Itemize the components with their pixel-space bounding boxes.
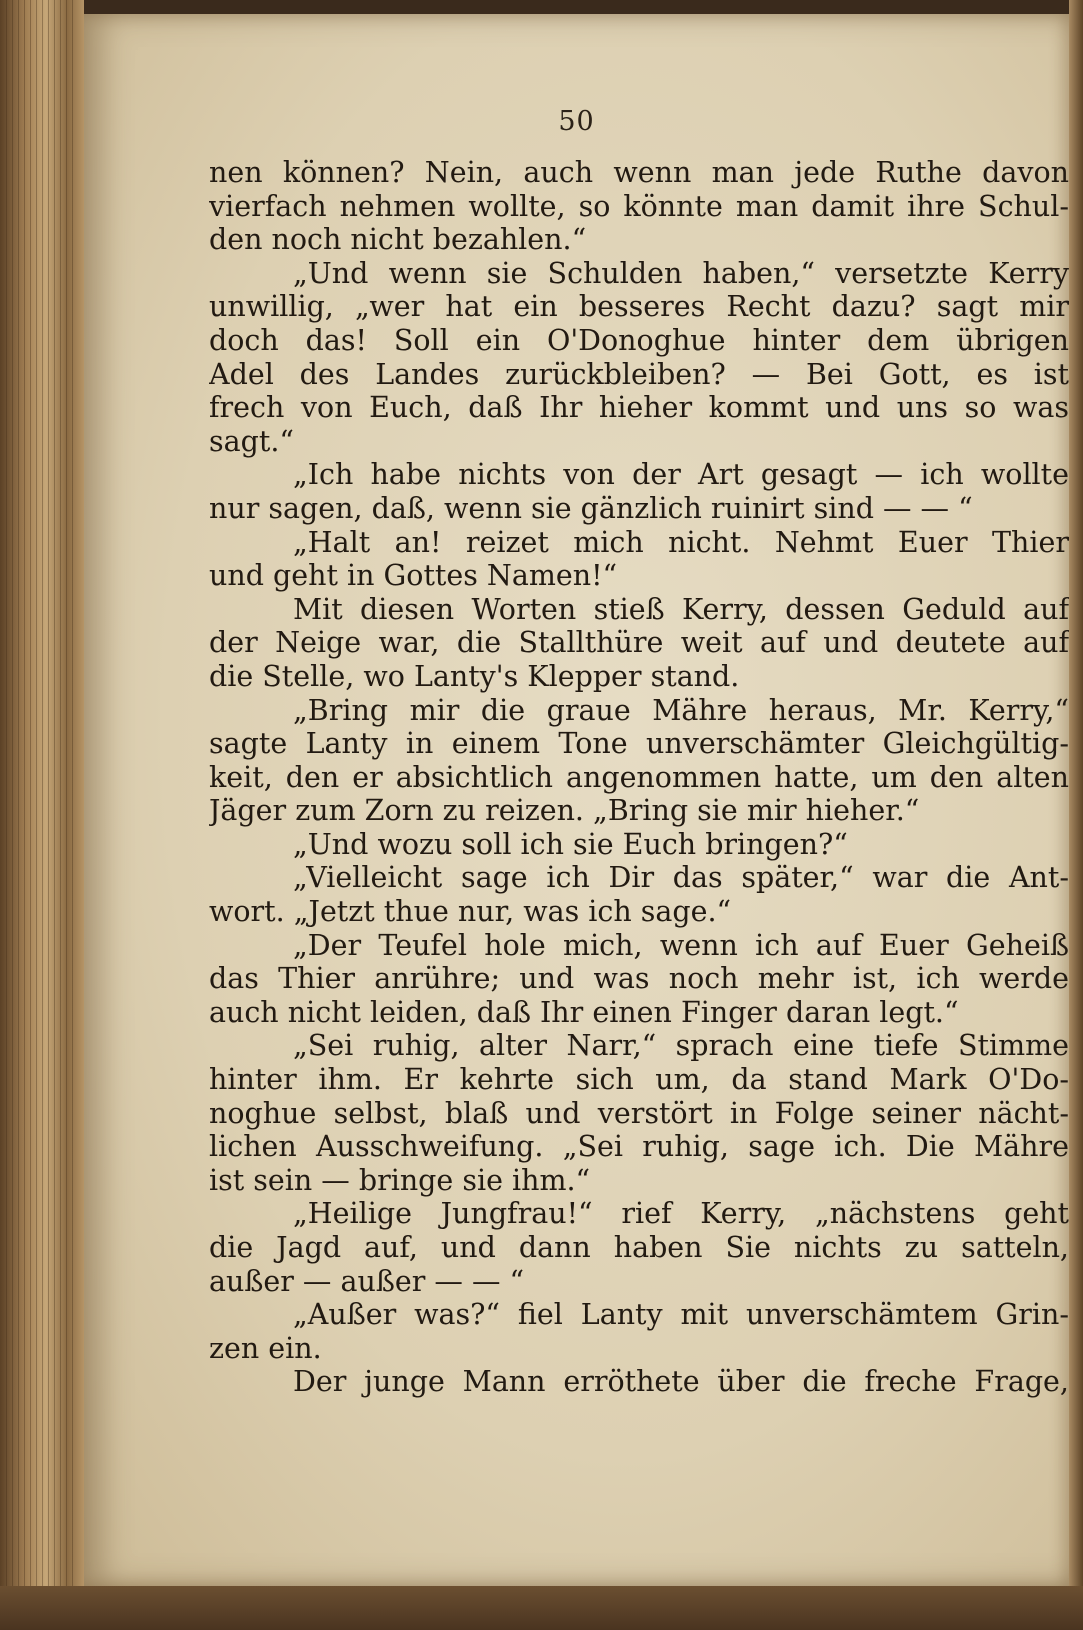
text-line: Der junge Mann erröthete über die freche Frage, — [293, 1365, 1069, 1399]
book-page-edges — [0, 0, 84, 1630]
book-page — [84, 14, 1069, 1586]
book-right-edge — [1069, 0, 1083, 1630]
page-number: 50 — [558, 106, 595, 137]
text-line: keit, den er absichtlich angenommen hatte, um den alten — [209, 760, 1069, 794]
text-line: Adel des Landes zurückbleiben? — Bei Gott, es ist — [209, 357, 1069, 391]
text-line: wort. „Jetzt thue nur, was ich sage.“ — [209, 895, 732, 929]
text-line: „Ich habe nichts von der Art gesagt — ich wollte — [293, 458, 1069, 492]
text-line: „Und wozu soll ich sie Euch bringen?“ — [293, 827, 848, 861]
text-line: noghue selbst, blaß und verstört in Folge seiner nächt- — [209, 1096, 1069, 1130]
text-line: „Außer was?“ fiel Lanty mit unverschämtem Grin- — [293, 1298, 1069, 1332]
text-line: sagt.“ — [209, 424, 294, 458]
text-line: sagte Lanty in einem Tone unverschämter Gleichgültig- — [209, 727, 1069, 761]
text-line: hinter ihm. Er kehrte sich um, da stand Mark O'Do- — [209, 1063, 1069, 1097]
page-text — [209, 156, 1069, 1399]
text-line: auch nicht leiden, daß Ihr einen Finger daran legt.“ — [209, 995, 959, 1029]
text-line: nen können? Nein, auch wenn man jede Ruthe davon — [209, 156, 1069, 189]
book-bottom-edge — [0, 1586, 1083, 1630]
text-line: „Vielleicht sage ich Dir das später,“ war die Ant- — [293, 861, 1069, 895]
text-line: „Und wenn sie Schulden haben,“ versetzte Kerry — [293, 256, 1069, 290]
text-line: lichen Ausschweifung. „Sei ruhig, sage ich. Die Mähre — [209, 1130, 1069, 1164]
text-line: ist sein — bringe sie ihm.“ — [209, 1163, 591, 1197]
text-line: Jäger zum Zorn zu reizen. „Bring sie mir hieher.“ — [209, 794, 920, 828]
text-line: das Thier anrühre; und was noch mehr ist, ich werde — [209, 962, 1069, 996]
text-line: frech von Euch, daß Ihr hieher kommt und uns so was — [209, 391, 1069, 425]
text-line: „Sei ruhig, alter Narr,“ sprach eine tiefe Stimme — [293, 1029, 1069, 1063]
page-stack-lines — [6, 0, 76, 1630]
text-line: Mit diesen Worten stieß Kerry, dessen Geduld auf — [293, 592, 1069, 626]
text-line: und geht in Gottes Namen!“ — [209, 559, 618, 593]
text-line: „Heilige Jungfrau!“ rief Kerry, „nächstens geht — [293, 1197, 1069, 1231]
text-line: den noch nicht bezahlen.“ — [209, 223, 587, 257]
text-line: zen ein. — [209, 1331, 322, 1365]
text-line: die Stelle, wo Lanty's Klepper stand. — [209, 659, 740, 693]
text-line: die Jagd auf, und dann haben Sie nichts zu satteln, — [209, 1231, 1069, 1264]
text-line: nur sagen, daß, wenn sie gänzlich ruinirt sind — — “ — [209, 491, 973, 525]
text-line: außer — außer — — “ — [209, 1264, 525, 1298]
text-line: „Bring mir die graue Mähre heraus, Mr. Kerry,“ — [293, 693, 1069, 727]
text-line: unwillig, „wer hat ein besseres Recht dazu? sagt mir — [209, 290, 1069, 324]
text-line: der Neige war, die Stallthüre weit auf und deutete auf — [209, 626, 1069, 660]
text-line: „Der Teufel hole mich, wenn ich auf Euer Geheiß — [293, 928, 1069, 962]
text-line: „Halt an! reizet mich nicht. Nehmt Euer Thier — [293, 525, 1069, 559]
text-line: vierfach nehmen wollte, so könnte man damit ihre Schul- — [209, 189, 1069, 223]
text-line: doch das! Soll ein O'Donoghue hinter dem übrigen — [209, 323, 1069, 357]
